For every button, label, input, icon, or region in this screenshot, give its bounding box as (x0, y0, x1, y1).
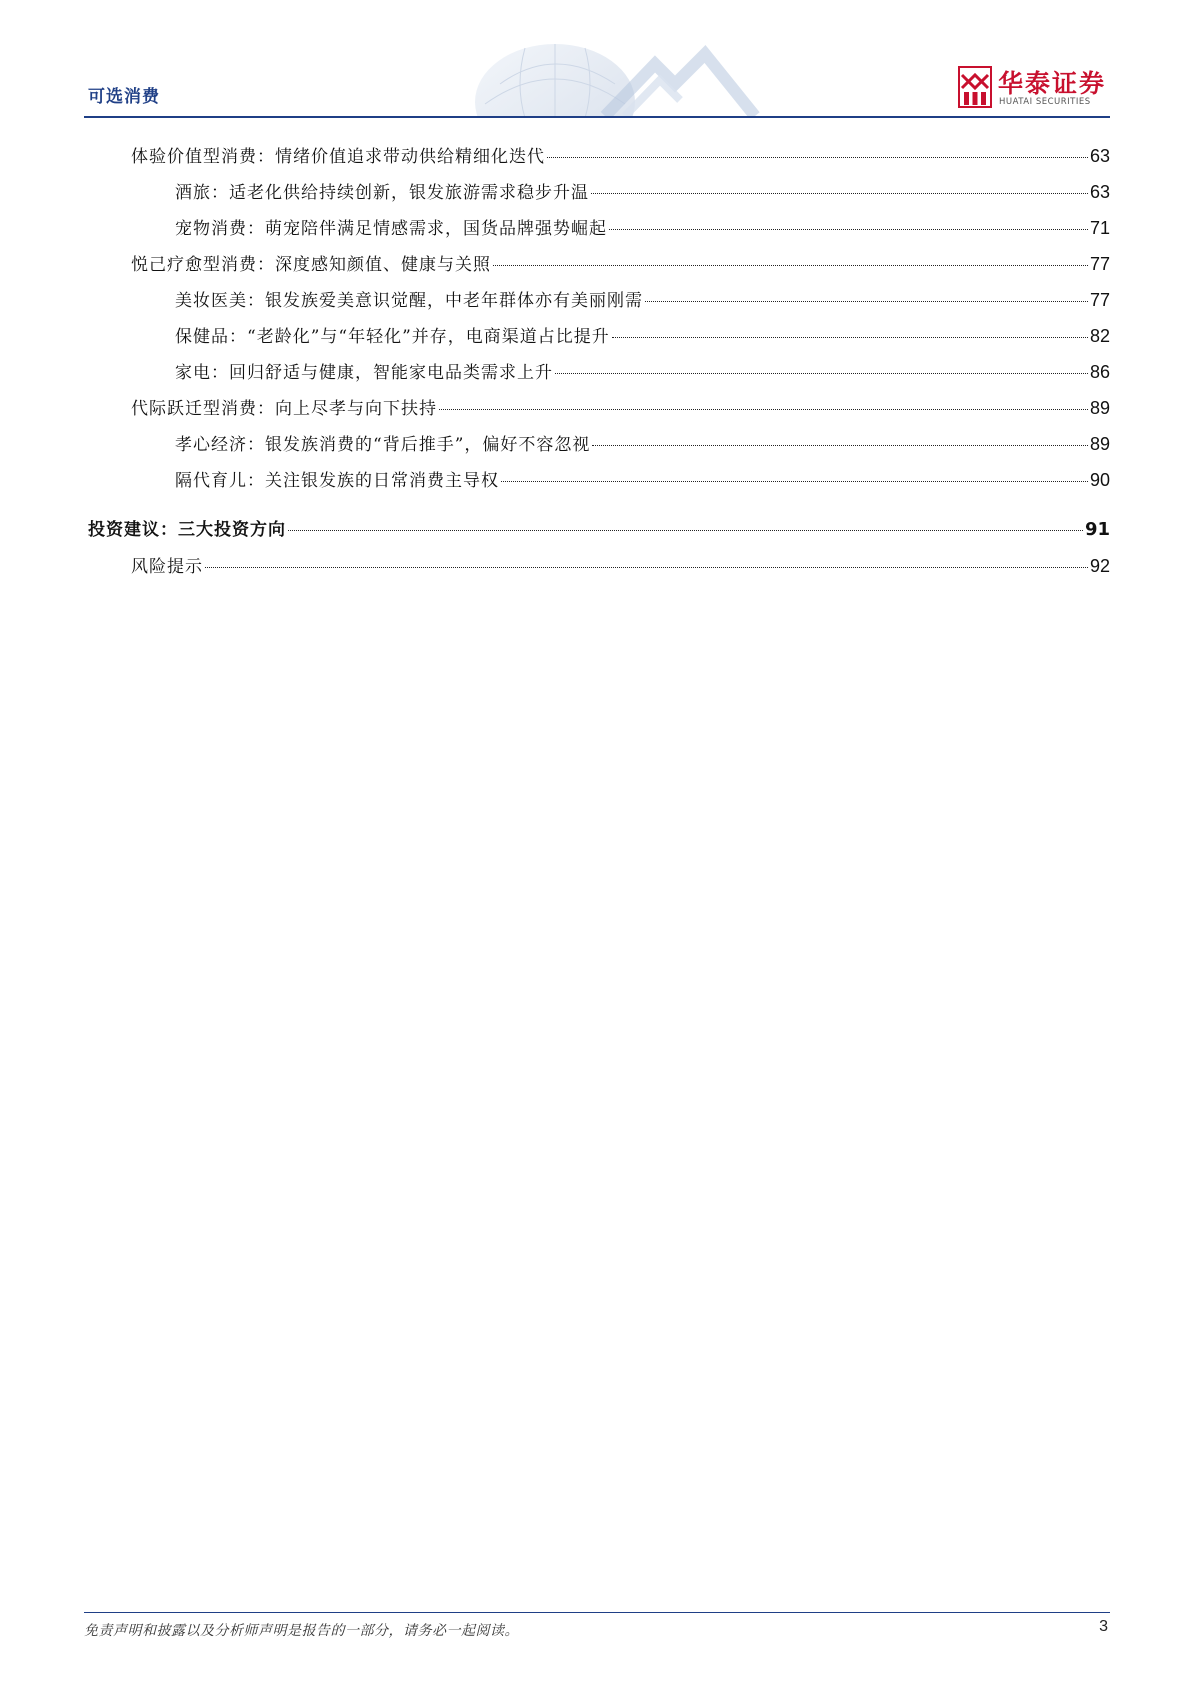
toc-entry-page: 89 (1089, 398, 1110, 418)
toc-entry-title: 酒旅：适老化供给持续创新，银发旅游需求稳步升温 (175, 183, 589, 203)
toc-dot-leader (493, 265, 1088, 266)
toc-entry[interactable] (175, 181, 1110, 203)
toc-entry[interactable] (131, 397, 1110, 419)
header-rule (84, 116, 1110, 118)
toc-dot-leader (547, 157, 1088, 158)
toc-entry-title: 风险提示 (131, 557, 203, 577)
toc-dot-leader (205, 567, 1088, 568)
toc-entry-title: 家电：回归舒适与健康，智能家电品类需求上升 (175, 363, 553, 383)
toc-dot-leader (555, 373, 1088, 374)
toc-entry-page: 90 (1089, 470, 1110, 490)
toc-entry[interactable] (131, 145, 1110, 167)
sector-label: 可选消费 (88, 87, 160, 107)
toc-entry-title: 体验价值型消费：情绪价值追求带动供给精细化迭代 (131, 147, 545, 167)
toc-entry-title: 保健品：“老龄化”与“年轻化”并存，电商渠道占比提升 (175, 327, 610, 347)
toc-entry[interactable] (175, 217, 1110, 239)
toc-entry[interactable] (175, 289, 1110, 311)
toc-entry-page: 63 (1089, 182, 1110, 202)
toc-entry-title: 悦己疗愈型消费：深度感知颜值、健康与关照 (131, 255, 491, 275)
toc-dot-leader (501, 481, 1088, 482)
toc-dot-leader (612, 337, 1088, 338)
page-header (0, 0, 1190, 125)
toc-dot-leader (645, 301, 1088, 302)
toc-entry-page: 71 (1089, 218, 1110, 238)
toc-dot-leader (439, 409, 1088, 410)
toc-entry-page: 82 (1089, 326, 1110, 346)
toc-entry-page: 91 (1084, 519, 1110, 540)
toc-entry[interactable] (131, 253, 1110, 275)
toc-entry-title: 投资建议：三大投资方向 (88, 520, 286, 540)
company-logo (958, 66, 1118, 110)
toc-dot-leader (288, 530, 1083, 531)
toc-dot-leader (591, 193, 1088, 194)
toc-dot-leader (609, 229, 1088, 230)
toc-entry[interactable] (175, 469, 1110, 491)
logo-name-cn: 华泰证券 (998, 69, 1107, 98)
toc-entry-page: 77 (1089, 254, 1110, 274)
toc-entry-page: 89 (1089, 434, 1110, 454)
globe-decoration-icon (455, 44, 775, 118)
logo-name-en: HUATAI SECURITIES (999, 97, 1091, 107)
toc-entry-page: 92 (1089, 556, 1110, 576)
toc-entry-page: 77 (1089, 290, 1110, 310)
footer-disclaimer: 免责声明和披露以及分析师声明是报告的一部分，请务必一起阅读。 (84, 1623, 519, 1639)
toc-entry[interactable] (175, 433, 1110, 455)
toc-entry-page: 86 (1089, 362, 1110, 382)
huatai-logo-icon (958, 66, 992, 108)
toc-entry-title: 宠物消费：萌宠陪伴满足情感需求，国货品牌强势崛起 (175, 219, 607, 239)
toc-entry-page: 63 (1089, 146, 1110, 166)
toc-entry-title: 美妆医美：银发族爱美意识觉醒，中老年群体亦有美丽刚需 (175, 291, 643, 311)
toc-entry-title: 代际跃迁型消费：向上尽孝与向下扶持 (131, 399, 437, 419)
toc-entry-chapter[interactable] (88, 519, 1110, 541)
toc-entry[interactable] (175, 325, 1110, 347)
toc-entry[interactable] (175, 361, 1110, 383)
toc-entry-title: 孝心经济：银发族消费的“背后推手”，偏好不容忽视 (175, 435, 591, 455)
footer-rule (84, 1612, 1110, 1613)
toc-entry-title: 隔代育儿：关注银发族的日常消费主导权 (175, 471, 499, 491)
page-number: 3 (1099, 1618, 1108, 1635)
toc-entry[interactable] (131, 555, 1110, 577)
toc-dot-leader (592, 445, 1088, 446)
